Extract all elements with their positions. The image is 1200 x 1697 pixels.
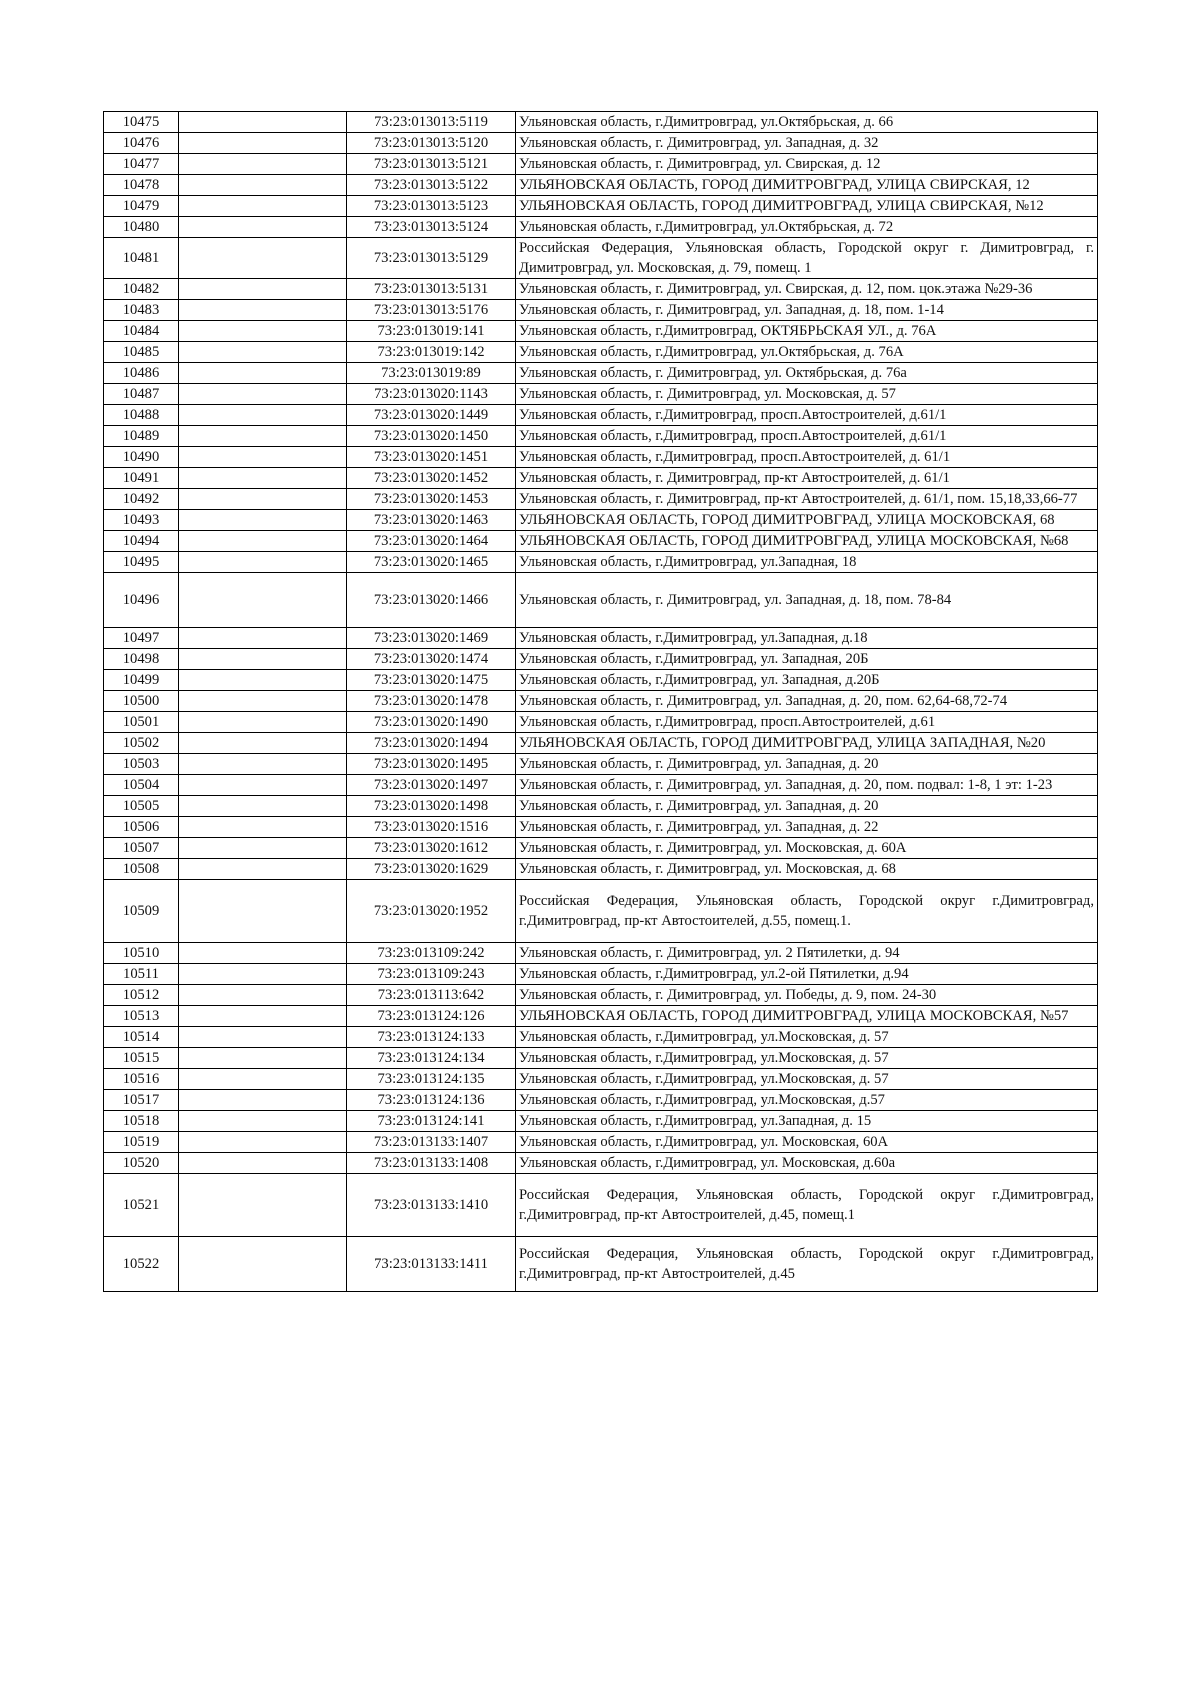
empty-cell xyxy=(179,670,347,691)
cadastral-number-cell: 73:23:013020:1466 xyxy=(347,573,516,628)
cadastral-number-cell: 73:23:013020:1452 xyxy=(347,468,516,489)
table-row xyxy=(104,754,1098,775)
table-row xyxy=(104,217,1098,238)
row-number-cell: 10489 xyxy=(104,426,179,447)
cadastral-number-cell: 73:23:013013:5120 xyxy=(347,133,516,154)
cadastral-number-cell: 73:23:013013:5121 xyxy=(347,154,516,175)
empty-cell xyxy=(179,217,347,238)
row-number-cell: 10494 xyxy=(104,531,179,552)
address-cell: Ульяновская область, г.Димитровград, ул.Октябрьская, д. 72 xyxy=(516,217,1098,238)
address-cell: Ульяновская область, г. Димитровград, ул. Московская, д. 68 xyxy=(516,859,1098,880)
table-row xyxy=(104,175,1098,196)
cadastral-number-cell: 73:23:013133:1411 xyxy=(347,1237,516,1292)
address-cell: Ульяновская область, г.Димитровград, ул.Московская, д. 57 xyxy=(516,1048,1098,1069)
empty-cell xyxy=(179,775,347,796)
address-cell: Ульяновская область, г. Димитровград, ул. Московская, д. 57 xyxy=(516,384,1098,405)
row-number-cell: 10519 xyxy=(104,1132,179,1153)
empty-cell xyxy=(179,321,347,342)
address-cell: Ульяновская область, г.Димитровград, ул.Московская, д.57 xyxy=(516,1090,1098,1111)
cadastral-number-cell: 73:23:013109:243 xyxy=(347,964,516,985)
row-number-cell: 10476 xyxy=(104,133,179,154)
empty-cell xyxy=(179,531,347,552)
empty-cell xyxy=(179,1006,347,1027)
address-cell: Ульяновская область, г. Димитровград, ул. Свирская, д. 12 xyxy=(516,154,1098,175)
table-row xyxy=(104,531,1098,552)
cadastral-number-cell: 73:23:013020:1629 xyxy=(347,859,516,880)
address-cell: Ульяновская область, г.Димитровград, ул.Западная, д.18 xyxy=(516,628,1098,649)
address-cell: Ульяновская область, г.Димитровград, ул.Московская, д. 57 xyxy=(516,1069,1098,1090)
table-row xyxy=(104,691,1098,712)
table-row xyxy=(104,838,1098,859)
cadastral-number-cell: 73:23:013020:1464 xyxy=(347,531,516,552)
address-cell: Ульяновская область, г. Димитровград, ул. Западная, д. 20, пом. 62,64-68,72-74 xyxy=(516,691,1098,712)
address-cell: Ульяновская область, г. Димитровград, ул. 2 Пятилетки, д. 94 xyxy=(516,943,1098,964)
empty-cell xyxy=(179,817,347,838)
empty-cell xyxy=(179,447,347,468)
empty-cell xyxy=(179,552,347,573)
address-cell: Ульяновская область, г.Димитровград, ул.2-ой Пятилетки, д.94 xyxy=(516,964,1098,985)
address-cell: УЛЬЯНОВСКАЯ ОБЛАСТЬ, ГОРОД ДИМИТРОВГРАД, УЛИЦА СВИРСКАЯ, 12 xyxy=(516,175,1098,196)
address-cell: Ульяновская область, г. Димитровград, ул. Западная, д. 18, пом. 1-14 xyxy=(516,300,1098,321)
table-row xyxy=(104,468,1098,489)
address-cell: УЛЬЯНОВСКАЯ ОБЛАСТЬ, ГОРОД ДИМИТРОВГРАД, УЛИЦА МОСКОВСКАЯ, 68 xyxy=(516,510,1098,531)
empty-cell xyxy=(179,175,347,196)
row-number-cell: 10486 xyxy=(104,363,179,384)
empty-cell xyxy=(179,1132,347,1153)
address-cell: Ульяновская область, г.Димитровград, ул. Западная, 20Б xyxy=(516,649,1098,670)
cadastral-number-cell: 73:23:013109:242 xyxy=(347,943,516,964)
table-row xyxy=(104,964,1098,985)
cadastral-number-cell: 73:23:013020:1495 xyxy=(347,754,516,775)
cadastral-number-cell: 73:23:013019:141 xyxy=(347,321,516,342)
table-row xyxy=(104,1153,1098,1174)
cadastral-number-cell: 73:23:013020:1952 xyxy=(347,880,516,943)
empty-cell xyxy=(179,468,347,489)
row-number-cell: 10522 xyxy=(104,1237,179,1292)
row-number-cell: 10483 xyxy=(104,300,179,321)
table-row xyxy=(104,489,1098,510)
cadastral-number-cell: 73:23:013020:1449 xyxy=(347,405,516,426)
row-number-cell: 10484 xyxy=(104,321,179,342)
row-number-cell: 10479 xyxy=(104,196,179,217)
cadastral-number-cell: 73:23:013133:1407 xyxy=(347,1132,516,1153)
address-cell: Ульяновская область, г.Димитровград, просп.Автостроителей, д. 61/1 xyxy=(516,447,1098,468)
cadastral-number-cell: 73:23:013133:1410 xyxy=(347,1174,516,1237)
table-row xyxy=(104,1006,1098,1027)
row-number-cell: 10510 xyxy=(104,943,179,964)
table-row xyxy=(104,880,1098,943)
row-number-cell: 10514 xyxy=(104,1027,179,1048)
cadastral-number-cell: 73:23:013113:642 xyxy=(347,985,516,1006)
address-cell: Ульяновская область, г.Димитровград, ул.Западная, 18 xyxy=(516,552,1098,573)
row-number-cell: 10478 xyxy=(104,175,179,196)
address-cell: Ульяновская область, г.Димитровград, ул. Московская, 60А xyxy=(516,1132,1098,1153)
cadastral-number-cell: 73:23:013019:89 xyxy=(347,363,516,384)
table-row xyxy=(104,384,1098,405)
address-cell: Ульяновская область, г.Димитровград, ОКТЯБРЬСКАЯ УЛ., д. 76А xyxy=(516,321,1098,342)
empty-cell xyxy=(179,1237,347,1292)
table-row xyxy=(104,796,1098,817)
cadastral-number-cell: 73:23:013013:5176 xyxy=(347,300,516,321)
row-number-cell: 10518 xyxy=(104,1111,179,1132)
row-number-cell: 10487 xyxy=(104,384,179,405)
address-cell: Ульяновская область, г. Димитровград, пр-кт Автостроителей, д. 61/1 xyxy=(516,468,1098,489)
empty-cell xyxy=(179,363,347,384)
cadastral-number-cell: 73:23:013020:1469 xyxy=(347,628,516,649)
empty-cell xyxy=(179,1048,347,1069)
empty-cell xyxy=(179,405,347,426)
row-number-cell: 10503 xyxy=(104,754,179,775)
cadastral-number-cell: 73:23:013133:1408 xyxy=(347,1153,516,1174)
row-number-cell: 10498 xyxy=(104,649,179,670)
cadastral-number-cell: 73:23:013013:5124 xyxy=(347,217,516,238)
address-cell: УЛЬЯНОВСКАЯ ОБЛАСТЬ, ГОРОД ДИМИТРОВГРАД, УЛИЦА МОСКОВСКАЯ, №57 xyxy=(516,1006,1098,1027)
table-row xyxy=(104,985,1098,1006)
cadastral-number-cell: 73:23:013020:1465 xyxy=(347,552,516,573)
table-row xyxy=(104,279,1098,300)
table-row xyxy=(104,133,1098,154)
address-cell: Ульяновская область, г. Димитровград, ул. Октябрьская, д. 76а xyxy=(516,363,1098,384)
table-row xyxy=(104,573,1098,628)
table-row xyxy=(104,1048,1098,1069)
cadastral-number-cell: 73:23:013013:5129 xyxy=(347,238,516,279)
empty-cell xyxy=(179,112,347,133)
property-table xyxy=(103,111,1098,1292)
cadastral-number-cell: 73:23:013013:5122 xyxy=(347,175,516,196)
cadastral-number-cell: 73:23:013124:141 xyxy=(347,1111,516,1132)
cadastral-number-cell: 73:23:013020:1490 xyxy=(347,712,516,733)
table-row xyxy=(104,363,1098,384)
row-number-cell: 10475 xyxy=(104,112,179,133)
empty-cell xyxy=(179,985,347,1006)
empty-cell xyxy=(179,426,347,447)
table-row xyxy=(104,238,1098,279)
row-number-cell: 10481 xyxy=(104,238,179,279)
row-number-cell: 10477 xyxy=(104,154,179,175)
table-row xyxy=(104,712,1098,733)
cadastral-number-cell: 73:23:013020:1450 xyxy=(347,426,516,447)
address-cell: Ульяновская область, г. Димитровград, ул. Западная, д. 20 xyxy=(516,796,1098,817)
table-row xyxy=(104,943,1098,964)
row-number-cell: 10497 xyxy=(104,628,179,649)
cadastral-number-cell: 73:23:013020:1498 xyxy=(347,796,516,817)
table-row xyxy=(104,733,1098,754)
row-number-cell: 10509 xyxy=(104,880,179,943)
address-cell: Ульяновская область, г.Димитровград, просп.Автостроителей, д.61 xyxy=(516,712,1098,733)
empty-cell xyxy=(179,279,347,300)
empty-cell xyxy=(179,1069,347,1090)
empty-cell xyxy=(179,796,347,817)
address-cell: Ульяновская область, г. Димитровград, ул. Западная, д. 32 xyxy=(516,133,1098,154)
empty-cell xyxy=(179,880,347,943)
empty-cell xyxy=(179,943,347,964)
row-number-cell: 10515 xyxy=(104,1048,179,1069)
cadastral-number-cell: 73:23:013020:1612 xyxy=(347,838,516,859)
cadastral-number-cell: 73:23:013020:1494 xyxy=(347,733,516,754)
row-number-cell: 10505 xyxy=(104,796,179,817)
address-cell: Ульяновская область, г. Димитровград, ул. Западная, д. 18, пом. 78-84 xyxy=(516,573,1098,628)
row-number-cell: 10482 xyxy=(104,279,179,300)
row-number-cell: 10491 xyxy=(104,468,179,489)
empty-cell xyxy=(179,342,347,363)
address-cell: УЛЬЯНОВСКАЯ ОБЛАСТЬ, ГОРОД ДИМИТРОВГРАД, УЛИЦА СВИРСКАЯ, №12 xyxy=(516,196,1098,217)
table-row xyxy=(104,649,1098,670)
address-cell: УЛЬЯНОВСКАЯ ОБЛАСТЬ, ГОРОД ДИМИТРОВГРАД, УЛИЦА МОСКОВСКАЯ, №68 xyxy=(516,531,1098,552)
table-row xyxy=(104,342,1098,363)
table-row xyxy=(104,154,1098,175)
row-number-cell: 10506 xyxy=(104,817,179,838)
cadastral-number-cell: 73:23:013020:1463 xyxy=(347,510,516,531)
address-cell: Ульяновская область, г. Димитровград, пр-кт Автостроителей, д. 61/1, пом. 15,18,33,66-77 xyxy=(516,489,1098,510)
address-cell: УЛЬЯНОВСКАЯ ОБЛАСТЬ, ГОРОД ДИМИТРОВГРАД, УЛИЦА ЗАПАДНАЯ, №20 xyxy=(516,733,1098,754)
address-cell: Ульяновская область, г. Димитровград, ул. Московская, д. 60А xyxy=(516,838,1098,859)
property-table-body xyxy=(104,112,1098,1292)
row-number-cell: 10488 xyxy=(104,405,179,426)
table-row xyxy=(104,670,1098,691)
cadastral-number-cell: 73:23:013013:5119 xyxy=(347,112,516,133)
cadastral-number-cell: 73:23:013020:1516 xyxy=(347,817,516,838)
empty-cell xyxy=(179,859,347,880)
row-number-cell: 10520 xyxy=(104,1153,179,1174)
address-cell: Ульяновская область, г.Димитровград, ул.Западная, д. 15 xyxy=(516,1111,1098,1132)
table-row xyxy=(104,510,1098,531)
address-cell: Ульяновская область, г.Димитровград, ул. Западная, д.20Б xyxy=(516,670,1098,691)
table-row xyxy=(104,552,1098,573)
table-row xyxy=(104,1132,1098,1153)
cadastral-number-cell: 73:23:013124:134 xyxy=(347,1048,516,1069)
empty-cell xyxy=(179,1153,347,1174)
empty-cell xyxy=(179,712,347,733)
address-cell: Ульяновская область, г. Димитровград, ул. Западная, д. 20, пом. подвал: 1-8, 1 эт: 1-23 xyxy=(516,775,1098,796)
address-cell: Ульяновская область, г.Димитровград, просп.Автостроителей, д.61/1 xyxy=(516,405,1098,426)
table-row xyxy=(104,817,1098,838)
table-row xyxy=(104,405,1098,426)
address-cell: Ульяновская область, г.Димитровград, ул.Октябрьская, д. 66 xyxy=(516,112,1098,133)
row-number-cell: 10507 xyxy=(104,838,179,859)
empty-cell xyxy=(179,1090,347,1111)
row-number-cell: 10521 xyxy=(104,1174,179,1237)
empty-cell xyxy=(179,1111,347,1132)
table-row xyxy=(104,300,1098,321)
address-cell: Российская Федерация, Ульяновская область, Городской округ г.Димитровград, г.Димитровград, пр-кт Автостроителей, д.45, помещ.1 xyxy=(516,1174,1098,1237)
table-row xyxy=(104,1237,1098,1292)
address-cell: Ульяновская область, г.Димитровград, просп.Автостроителей, д.61/1 xyxy=(516,426,1098,447)
table-row xyxy=(104,628,1098,649)
cadastral-number-cell: 73:23:013020:1143 xyxy=(347,384,516,405)
cadastral-number-cell: 73:23:013020:1451 xyxy=(347,447,516,468)
row-number-cell: 10493 xyxy=(104,510,179,531)
table-row xyxy=(104,1111,1098,1132)
table-row xyxy=(104,447,1098,468)
row-number-cell: 10504 xyxy=(104,775,179,796)
address-cell: Ульяновская область, г. Димитровград, ул. Западная, д. 22 xyxy=(516,817,1098,838)
table-row xyxy=(104,426,1098,447)
cadastral-number-cell: 73:23:013124:136 xyxy=(347,1090,516,1111)
cadastral-number-cell: 73:23:013020:1497 xyxy=(347,775,516,796)
row-number-cell: 10508 xyxy=(104,859,179,880)
address-cell: Ульяновская область, г. Димитровград, ул. Победы, д. 9, пом. 24-30 xyxy=(516,985,1098,1006)
row-number-cell: 10495 xyxy=(104,552,179,573)
cadastral-number-cell: 73:23:013124:133 xyxy=(347,1027,516,1048)
empty-cell xyxy=(179,196,347,217)
address-cell: Ульяновская область, г.Димитровград, ул.Октябрьская, д. 76А xyxy=(516,342,1098,363)
address-cell: Ульяновская область, г. Димитровград, ул. Западная, д. 20 xyxy=(516,754,1098,775)
cadastral-number-cell: 73:23:013020:1474 xyxy=(347,649,516,670)
empty-cell xyxy=(179,510,347,531)
row-number-cell: 10511 xyxy=(104,964,179,985)
row-number-cell: 10480 xyxy=(104,217,179,238)
row-number-cell: 10490 xyxy=(104,447,179,468)
table-row xyxy=(104,112,1098,133)
table-row xyxy=(104,321,1098,342)
empty-cell xyxy=(179,133,347,154)
table-row xyxy=(104,1069,1098,1090)
address-cell: Российская Федерация, Ульяновская область, Городской округ г.Димитровград, г.Димитровград, пр-кт Автостроителей, д.45 xyxy=(516,1237,1098,1292)
cadastral-number-cell: 73:23:013124:126 xyxy=(347,1006,516,1027)
row-number-cell: 10502 xyxy=(104,733,179,754)
empty-cell xyxy=(179,384,347,405)
address-cell: Ульяновская область, г.Димитровград, ул. Московская, д.60а xyxy=(516,1153,1098,1174)
cadastral-number-cell: 73:23:013019:142 xyxy=(347,342,516,363)
cadastral-number-cell: 73:23:013020:1453 xyxy=(347,489,516,510)
cadastral-number-cell: 73:23:013020:1475 xyxy=(347,670,516,691)
empty-cell xyxy=(179,691,347,712)
empty-cell xyxy=(179,489,347,510)
address-cell: Ульяновская область, г.Димитровград, ул.Московская, д. 57 xyxy=(516,1027,1098,1048)
cadastral-number-cell: 73:23:013124:135 xyxy=(347,1069,516,1090)
cadastral-number-cell: 73:23:013013:5123 xyxy=(347,196,516,217)
empty-cell xyxy=(179,300,347,321)
table-row xyxy=(104,1090,1098,1111)
row-number-cell: 10516 xyxy=(104,1069,179,1090)
empty-cell xyxy=(179,754,347,775)
empty-cell xyxy=(179,733,347,754)
row-number-cell: 10500 xyxy=(104,691,179,712)
empty-cell xyxy=(179,1027,347,1048)
table-row xyxy=(104,1027,1098,1048)
table-row xyxy=(104,196,1098,217)
empty-cell xyxy=(179,628,347,649)
row-number-cell: 10485 xyxy=(104,342,179,363)
address-cell: Российская Федерация, Ульяновская область, Городской округ г.Димитровград, г.Димитровград, пр-кт Автостоителей, д.55, помещ.1. xyxy=(516,880,1098,943)
row-number-cell: 10513 xyxy=(104,1006,179,1027)
empty-cell xyxy=(179,238,347,279)
row-number-cell: 10496 xyxy=(104,573,179,628)
row-number-cell: 10517 xyxy=(104,1090,179,1111)
empty-cell xyxy=(179,838,347,859)
address-cell: Ульяновская область, г. Димитровград, ул. Свирская, д. 12, пом. цок.этажа №29-36 xyxy=(516,279,1098,300)
address-cell: Российская Федерация, Ульяновская область, Городской округ г. Димитровград, г. Димитровград, ул. Московская, д. 79, помещ. 1 xyxy=(516,238,1098,279)
row-number-cell: 10501 xyxy=(104,712,179,733)
table-row xyxy=(104,859,1098,880)
empty-cell xyxy=(179,964,347,985)
cadastral-number-cell: 73:23:013020:1478 xyxy=(347,691,516,712)
empty-cell xyxy=(179,154,347,175)
row-number-cell: 10512 xyxy=(104,985,179,1006)
empty-cell xyxy=(179,573,347,628)
cadastral-number-cell: 73:23:013013:5131 xyxy=(347,279,516,300)
empty-cell xyxy=(179,649,347,670)
empty-cell xyxy=(179,1174,347,1237)
table-row xyxy=(104,775,1098,796)
row-number-cell: 10499 xyxy=(104,670,179,691)
table-row xyxy=(104,1174,1098,1237)
row-number-cell: 10492 xyxy=(104,489,179,510)
